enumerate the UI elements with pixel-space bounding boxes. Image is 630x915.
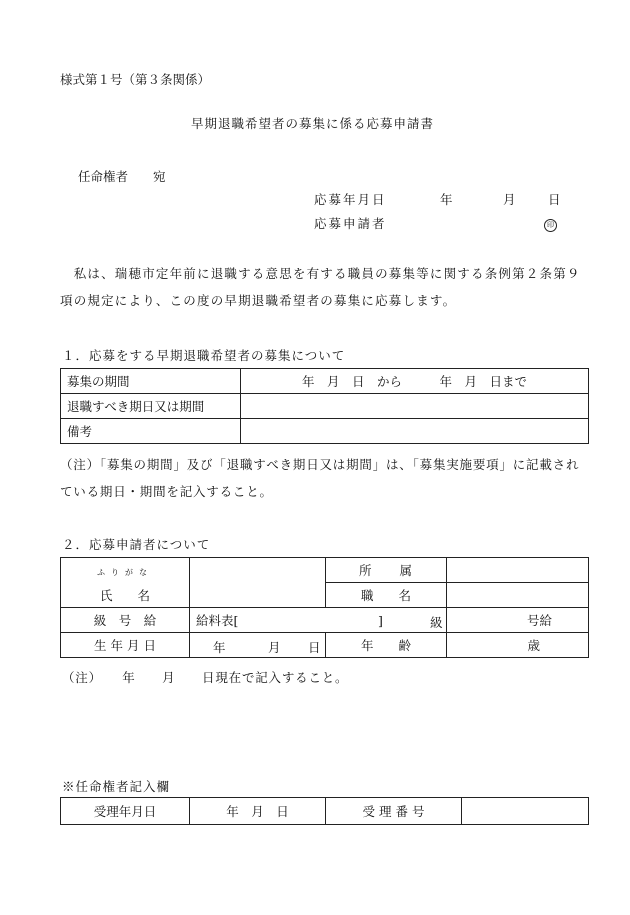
- seal-mark: [544, 215, 557, 232]
- applicant-label: 応募申請者: [314, 216, 387, 231]
- birth-day: 日: [308, 640, 321, 655]
- table-row: [61, 419, 589, 444]
- form-number: 様式第１号（第３条関係）: [60, 72, 211, 87]
- birth-date-value: [190, 633, 326, 658]
- grade-unit: 級: [430, 615, 443, 630]
- apply-date-year: 年: [440, 192, 453, 207]
- section2-heading: ２．応募申請者について: [62, 537, 211, 552]
- birth-year: 年: [213, 640, 226, 655]
- receipt-table: [60, 797, 589, 825]
- retirement-date-label: 退職すべき期日又は期間: [61, 394, 241, 419]
- remarks-label: 備考: [61, 419, 241, 444]
- table-row: [61, 394, 589, 419]
- table-row: [61, 798, 589, 825]
- name-value: [190, 583, 326, 608]
- table-row: [61, 633, 589, 658]
- section2-note: （注） 年 月 日現在で記入すること。: [62, 670, 349, 685]
- retirement-date-value: [241, 394, 589, 419]
- section1-note: （注）「募集の期間」及び「退職すべき期日又は期間」は、「募集実施要項」に記載されている期日・期間を記入すること。: [60, 457, 580, 499]
- birth-date-label: 生 年 月 日: [61, 633, 190, 658]
- seal-icon: 印: [544, 219, 557, 232]
- receipt-number-label: 受 理 番 号: [326, 798, 462, 825]
- furigana-label: ふりがな: [97, 567, 153, 577]
- intro-paragraph: 私は、瑞穂市定年前に退職する意思を有する職員の募集等に関する条例第２条第９項の規定により、この度の早期退職希望者の募集に応募します。: [60, 266, 581, 308]
- affiliation-label: 所 属: [326, 558, 447, 583]
- salary-table-cell: [190, 608, 447, 633]
- recruit-period-value: 年 月 日 から 年 月 日まで: [241, 369, 589, 394]
- salary-bracket-close: ]: [378, 613, 383, 628]
- salary-table-label: 給料表[: [196, 613, 239, 628]
- age-label: 年 齢: [326, 633, 447, 658]
- table-row: [61, 608, 589, 633]
- remarks-value: [241, 419, 589, 444]
- section3-heading: ※任命権者記入欄: [62, 779, 171, 794]
- document-title: 早期退職希望者の募集に係る応募申請書: [191, 116, 435, 131]
- apply-date-month: 月: [503, 192, 516, 207]
- table-row: [61, 583, 589, 608]
- birth-month: 月: [268, 640, 281, 655]
- furigana-label-cell: [61, 558, 190, 583]
- table-row: [61, 369, 589, 394]
- age-unit: 歳: [447, 633, 589, 658]
- section1-heading: １．応募をする早期退職希望者の募集について: [62, 348, 346, 363]
- affiliation-value: [447, 558, 589, 583]
- furigana-value: [190, 558, 326, 583]
- recruitment-table: [60, 368, 589, 444]
- position-label: 職 名: [326, 583, 447, 608]
- apply-date-day: 日: [548, 192, 561, 207]
- applicant-table: [60, 557, 589, 658]
- addressee: 任命権者 宛: [78, 169, 166, 184]
- receipt-number-value: [462, 798, 589, 825]
- table-row: [61, 558, 589, 583]
- received-date-label: 受理年月日: [61, 798, 190, 825]
- received-date-value: 年 月 日: [190, 798, 326, 825]
- step-unit: 号給: [447, 608, 589, 633]
- apply-date-label: 応募年月日: [314, 192, 387, 207]
- position-value: [447, 583, 589, 608]
- recruit-period-label: 募集の期間: [61, 369, 241, 394]
- name-label: 氏 名: [61, 583, 190, 608]
- grade-label: 級 号 給: [61, 608, 190, 633]
